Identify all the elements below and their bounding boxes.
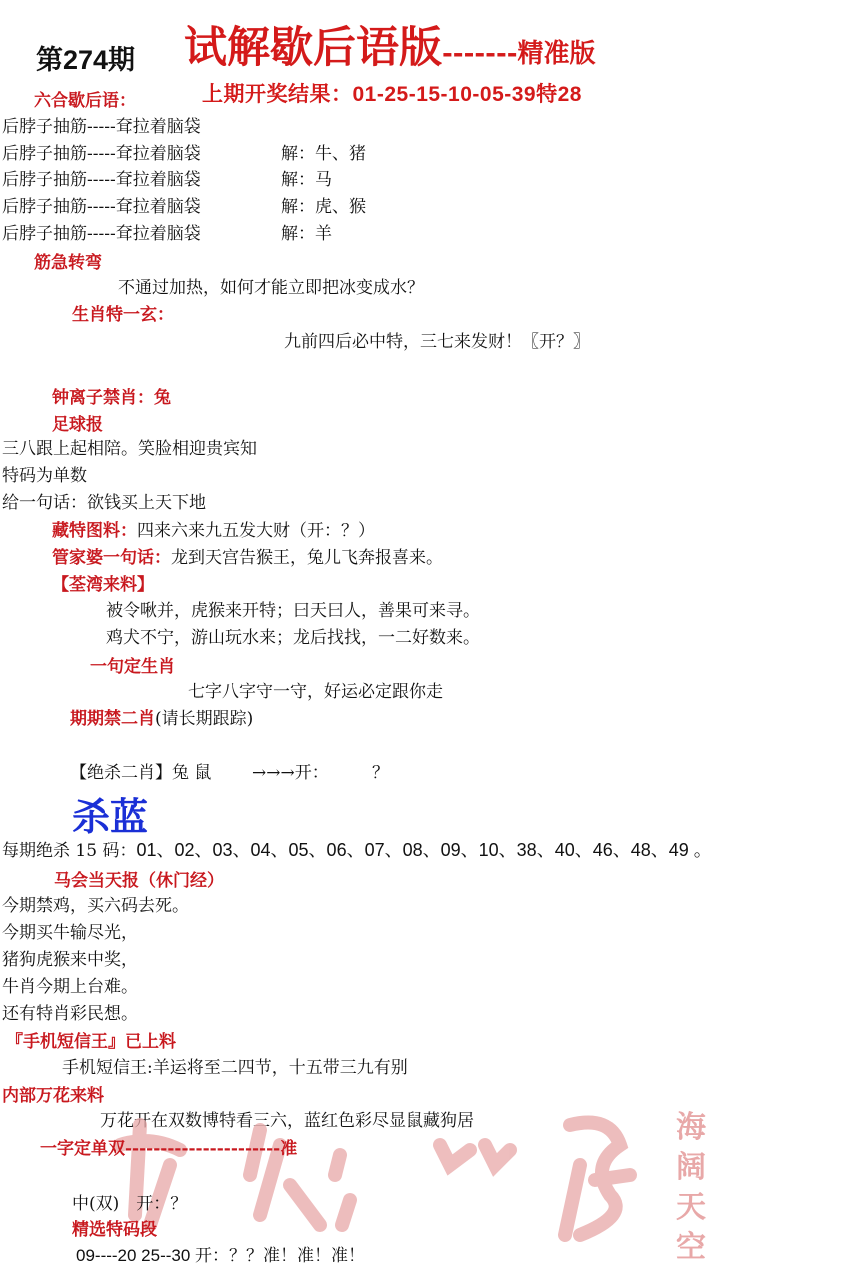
sms-text: 手机短信王:羊运将至二四节，十五带三九有别 [62, 1058, 408, 1078]
xiehouyu-line-1: 后脖子抽筋-----耷拉着脑袋 [2, 117, 201, 137]
sms-heading: 『手机短信王』已上料 [6, 1032, 176, 1052]
guanjia-text: 龙到天宫告猴王，兔儿飞奔报喜来。 [171, 548, 443, 568]
xiehouyu-heading: 六合歇后语： [34, 91, 136, 111]
danshuang-dashes: ---------------------- [125, 1139, 281, 1159]
title-suffix: -------精准版 [442, 39, 596, 69]
brush-watermark [110, 1105, 650, 1245]
wanhua-text: 万花开在双数博特看三六，蓝红色彩尽显鼠藏狗居 [100, 1111, 474, 1131]
zuqiu-heading: 足球报 [52, 415, 103, 435]
last-result: 上期开奖结果：01-25-15-10-05-39特28 [202, 83, 582, 106]
mahui-line-1: 今期禁鸡，买六码去死。 [2, 896, 189, 916]
quanwan-line-1: 被令啾并，虎猴来开特；曰天曰人，善果可来寻。 [106, 601, 480, 621]
mahui-line-3: 猪狗虎猴来中奖， [2, 950, 138, 970]
zhongli-heading: 钟离子禁肖：兔 [52, 388, 171, 408]
zuqiu-line-1: 三八跟上起相陪。笑脸相迎贵宾知 [2, 439, 257, 459]
cangte-text: 四来六来九五发大财（开：？） [137, 521, 375, 541]
danshuang-end: 准 [280, 1139, 298, 1159]
yiju-heading: 一句定生肖 [90, 657, 175, 677]
xiehouyu-line-3: 后脖子抽筋-----耷拉着脑袋 [2, 170, 201, 190]
xiehouyu-answer-2: 解：牛、猪 [281, 144, 366, 164]
shengxiao-heading: 生肖特一玄： [72, 305, 174, 325]
qiqi-row [70, 704, 253, 729]
qiqi-note: (请长期跟踪) [155, 709, 254, 729]
quanwan-line-2: 鸡犬不宁，游山玩水来；龙后找找，一二好数来。 [106, 628, 480, 648]
xiehouyu-line-5: 后脖子抽筋-----耷拉着脑袋 [2, 224, 201, 244]
cangte-label: 藏特图料： [52, 521, 137, 541]
mahui-line-5: 还有特肖彩民想。 [2, 1004, 138, 1024]
mahui-heading: 马会当天报（休门经） [54, 871, 224, 891]
xiehouyu-line-2: 后脖子抽筋-----耷拉着脑袋 [2, 144, 201, 164]
juesha-arrows: →→→开： [252, 763, 329, 783]
juesha-label: 【绝杀二肖】兔 鼠 [70, 763, 212, 783]
qiqi-label: 期期禁二肖 [70, 709, 155, 729]
jingxuan-heading: 精选特码段 [72, 1220, 157, 1240]
watermark-char-1: 海 [676, 1110, 706, 1145]
kill15-row [2, 836, 712, 862]
danshuang-row [40, 1134, 297, 1159]
mahui-line-2: 今期买牛输尽光， [2, 923, 138, 943]
juesha-question: ？ [372, 763, 389, 783]
watermark-char-3: 天 [676, 1190, 706, 1225]
title-main: 试解歇后语版 [184, 23, 442, 73]
jinji-text: 不通过加热，如何才能立即把冰变成水？ [118, 278, 424, 298]
xiehouyu-answer-5: 解：羊 [281, 224, 332, 244]
xiehouyu-answer-3: 解：马 [281, 170, 332, 190]
jingxuan-text: 09----20 25--30 开：？？准！准！准！ [76, 1246, 366, 1265]
zuqiu-line-2: 特码为单数 [2, 466, 87, 486]
kill15-label: 每期绝杀 15 码： [2, 841, 137, 861]
cangte-row [52, 516, 375, 541]
zuqiu-line-3: 给一句话：欲钱买上天下地 [2, 493, 206, 513]
quanwan-heading: 【荃湾来料】 [52, 575, 154, 595]
xiehouyu-line-4: 后脖子抽筋-----耷拉着脑袋 [2, 197, 201, 217]
kill15-numbers: 01、02、03、04、05、06、07、08、09、10、38、40、46、48、49 。 [136, 840, 712, 860]
guanjia-row [52, 543, 443, 568]
danshuang-label: 一字定单双 [40, 1139, 125, 1159]
wanhua-heading: 内部万花来料 [2, 1086, 104, 1106]
guanjia-label: 管家婆一句话： [52, 548, 171, 568]
mahui-line-4: 牛肖今期上台难。 [2, 977, 138, 997]
shengxiao-text: 九前四后必中特，三七来发财！〖开？〗 [284, 332, 590, 352]
watermark-char-4: 空 [676, 1230, 706, 1265]
page-title [184, 14, 596, 75]
kill-title: 杀蓝 [72, 795, 149, 839]
jinji-heading: 筋急转弯 [34, 253, 102, 273]
zhong-text: 中(双) 开：？ [72, 1194, 188, 1214]
watermark-char-2: 阔 [676, 1150, 706, 1185]
yiju-text: 七字八字守一守，好运必定跟你走 [188, 682, 443, 702]
watermark-corner-text [676, 1108, 736, 1268]
issue-number: 第274期 [36, 45, 136, 75]
xiehouyu-answer-4: 解：虎、猴 [281, 197, 366, 217]
